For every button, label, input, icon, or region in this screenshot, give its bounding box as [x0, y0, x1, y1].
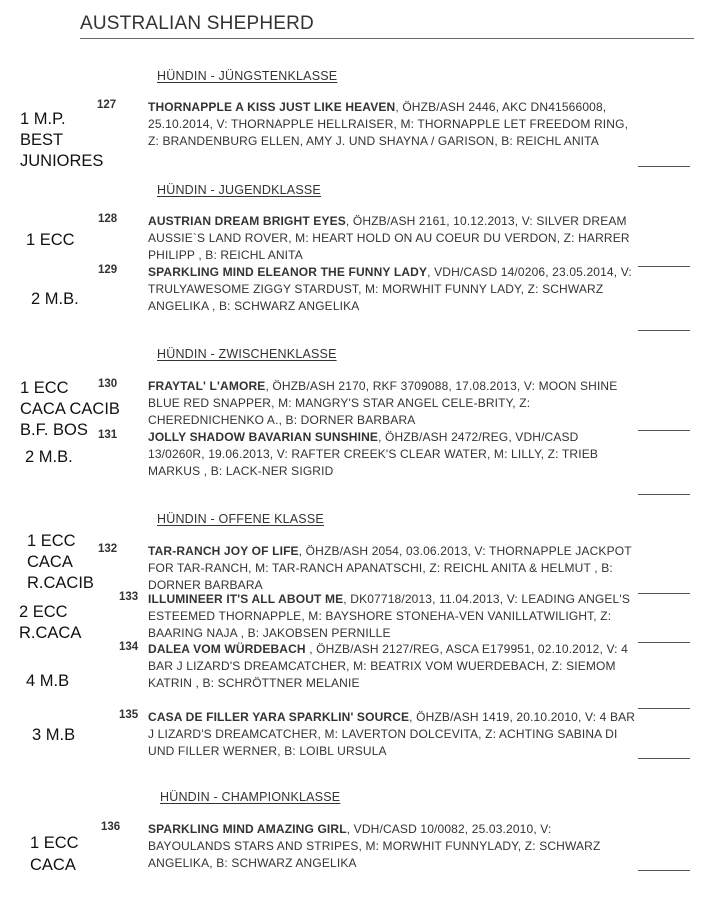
entry-number: 132 — [98, 543, 118, 555]
award-136: 1 ECC CACA — [30, 834, 79, 874]
entry-number: 130 — [98, 378, 118, 390]
award-134: 4 M.B — [26, 672, 70, 690]
entry-129 — [148, 264, 636, 315]
section-title-zwischenklasse: HÜNDIN - ZWISCHENKLASSE — [157, 347, 337, 361]
dog-details: , ÖHZB/ASH 2472/REG, VDH/CASD 13/0260R, 19.06.2013, V: RAFTER CREEK'S CLEAR WATER, M: LILLY, Z: TRIEB MARKUS , B: LACK-NER SIGRID — [148, 430, 599, 478]
section-title-championklasse: HÜNDIN - CHAMPIONKLASSE — [160, 790, 341, 804]
award-132: 1 ECC CACA R.CACIB — [27, 532, 94, 592]
award-135: 3 M.B — [32, 726, 76, 744]
result-line — [638, 708, 690, 709]
result-line — [638, 642, 690, 643]
section-title-offene-klasse: HÜNDIN - OFFENE KLASSE — [157, 512, 324, 526]
entry-134 — [148, 641, 636, 692]
entry-135 — [148, 709, 636, 760]
dog-details: , ÖHZB/ASH 2054, 03.06.2013, V: THORNAPPLE JACKPOT FOR TAR-RANCH, M: TAR-RANCH APANATSCHI, Z: REICHL ANITA & HELMUT , B: DORNER BARBARA — [148, 544, 632, 592]
result-line — [638, 266, 690, 267]
entry-130 — [148, 378, 636, 429]
dog-details: , ÖHZB/ASH 2127/REG, ASCA E179951, 02.10.2012, V: 4 BAR J LIZARD'S DREAMCATCHER, M: BEATRIX VOM WUERDEBACH, Z: SIEMOM KATRIN , B: SCHRÖTTNER MELANIE — [148, 642, 628, 690]
dog-name: CASA DE FILLER YARA SPARKLIN' SOURCE — [148, 710, 410, 724]
result-line — [638, 166, 690, 167]
result-line — [638, 430, 690, 431]
result-line — [638, 330, 690, 331]
page-title: AUSTRALIAN SHEPHERD — [80, 13, 314, 34]
dog-details: , DK07718/2013, 11.04.2013, V: LEADING ANGEL'S ESTEEMED THORNAPPLE, M: BAYSHORE STONEHA-VEN VANILLATWILIGHT, Z: BAARING NAJA , B: JAKOBSEN PERNILLE — [148, 592, 630, 640]
dog-details: , VDH/CASD 14/0206, 23.05.2014, V: TRULYAWESOME ZIGGY STARDUST, M: MORWHIT FUNNY LADY, Z: SCHWARZ ANGELIKA , B: SCHWARZ ANGELIKA — [148, 265, 632, 313]
dog-name: FRAYTAL' L'AMORE — [148, 379, 266, 393]
section-title-juengstenklasse: HÜNDIN - JÜNGSTENKLASSE — [157, 69, 338, 83]
dog-name: ILLUMINEER IT'S ALL ABOUT ME — [148, 592, 344, 606]
dog-name: DALEA VOM WÜRDEBACH — [148, 642, 306, 656]
award-133: 2 ECC R.CACA — [19, 603, 82, 642]
entry-136 — [148, 821, 636, 872]
dog-details: , ÖHZB/ASH 2161, 10.12.2013, V: SILVER DREAM AUSSIE`S LAND ROVER, M: HEART HOLD ON AU COEUR DU VERDON, Z: HARRER PHILIPP , B: REICHL ANITA — [148, 214, 630, 262]
header-divider — [80, 38, 694, 39]
dog-name: SPARKLING MIND ELEANOR THE FUNNY LADY — [148, 265, 428, 279]
entry-number: 128 — [98, 213, 118, 225]
entry-133 — [148, 591, 636, 642]
dog-name: TAR-RANCH JOY OF LIFE — [148, 544, 299, 558]
entry-number: 133 — [119, 591, 139, 603]
dog-name: AUSTRIAN DREAM BRIGHT EYES — [148, 214, 346, 228]
entry-number: 136 — [101, 821, 121, 833]
result-line — [638, 758, 690, 759]
award-129: 2 M.B. — [31, 290, 79, 308]
dog-name: SPARKLING MIND AMAZING GIRL — [148, 822, 347, 836]
entry-132 — [148, 543, 636, 594]
dog-name: JOLLY SHADOW BAVARIAN SUNSHINE — [148, 430, 379, 444]
entry-number: 135 — [119, 709, 139, 721]
entry-number: 127 — [97, 99, 117, 111]
award-128: 1 ECC — [26, 231, 75, 249]
section-title-jugendklasse: HÜNDIN - JUGENDKLASSE — [157, 183, 321, 197]
entry-number: 134 — [119, 641, 139, 653]
dog-details: , VDH/CASD 10/0082, 25.03.2010, V: BAYOULANDS STARS AND STRIPES, M: MORWHIT FUNNYLADY, Z: SCHWARZ ANGELIKA, B: SCHWARZ ANGELIKA — [148, 822, 601, 870]
entry-131 — [148, 429, 636, 480]
result-line — [638, 494, 690, 495]
dog-details: , ÖHZB/ASH 2170, RKF 3709088, 17.08.2013, V: MOON SHINE BLUE RED SNAPPER, M: MANGRY'S STAR ANGEL CELE-BRITY, Z: CHEREDNICHENKO A., B: DORNER BARBARA — [148, 379, 618, 427]
result-line — [638, 593, 690, 594]
award-131: 2 M.B. — [25, 448, 73, 466]
entry-127 — [148, 99, 636, 150]
dog-details: , ÖHZB/ASH 1419, 20.10.2010, V: 4 BAR J LIZARD'S DREAMCATCHER, M: LAVERTON DOLCEVITA, Z: ACHTING SABINA DI UND FILLER WERNER, B: LOIBL URSULA — [148, 710, 636, 758]
result-line — [638, 870, 690, 871]
entry-number: 131 — [98, 429, 118, 441]
dog-name: THORNAPPLE A KISS JUST LIKE HEAVEN — [148, 100, 396, 114]
entry-number: 129 — [98, 264, 118, 276]
award-127: 1 M.P. BEST JUNIORES — [20, 110, 104, 170]
dog-details: , ÖHZB/ASH 2446, AKC DN41566008, 25.10.2014, V: THORNAPPLE HELLRAISER, M: THORNAPPLE LET FREEDOM RING, Z: BRANDENBURG ELLEN, AMY J. UND SHAYNA / GARISON, B: REICHL ANITA — [148, 100, 629, 148]
award-130: 1 ECC CACA CACIB B.F. BOS — [20, 379, 120, 439]
entry-128 — [148, 213, 636, 264]
